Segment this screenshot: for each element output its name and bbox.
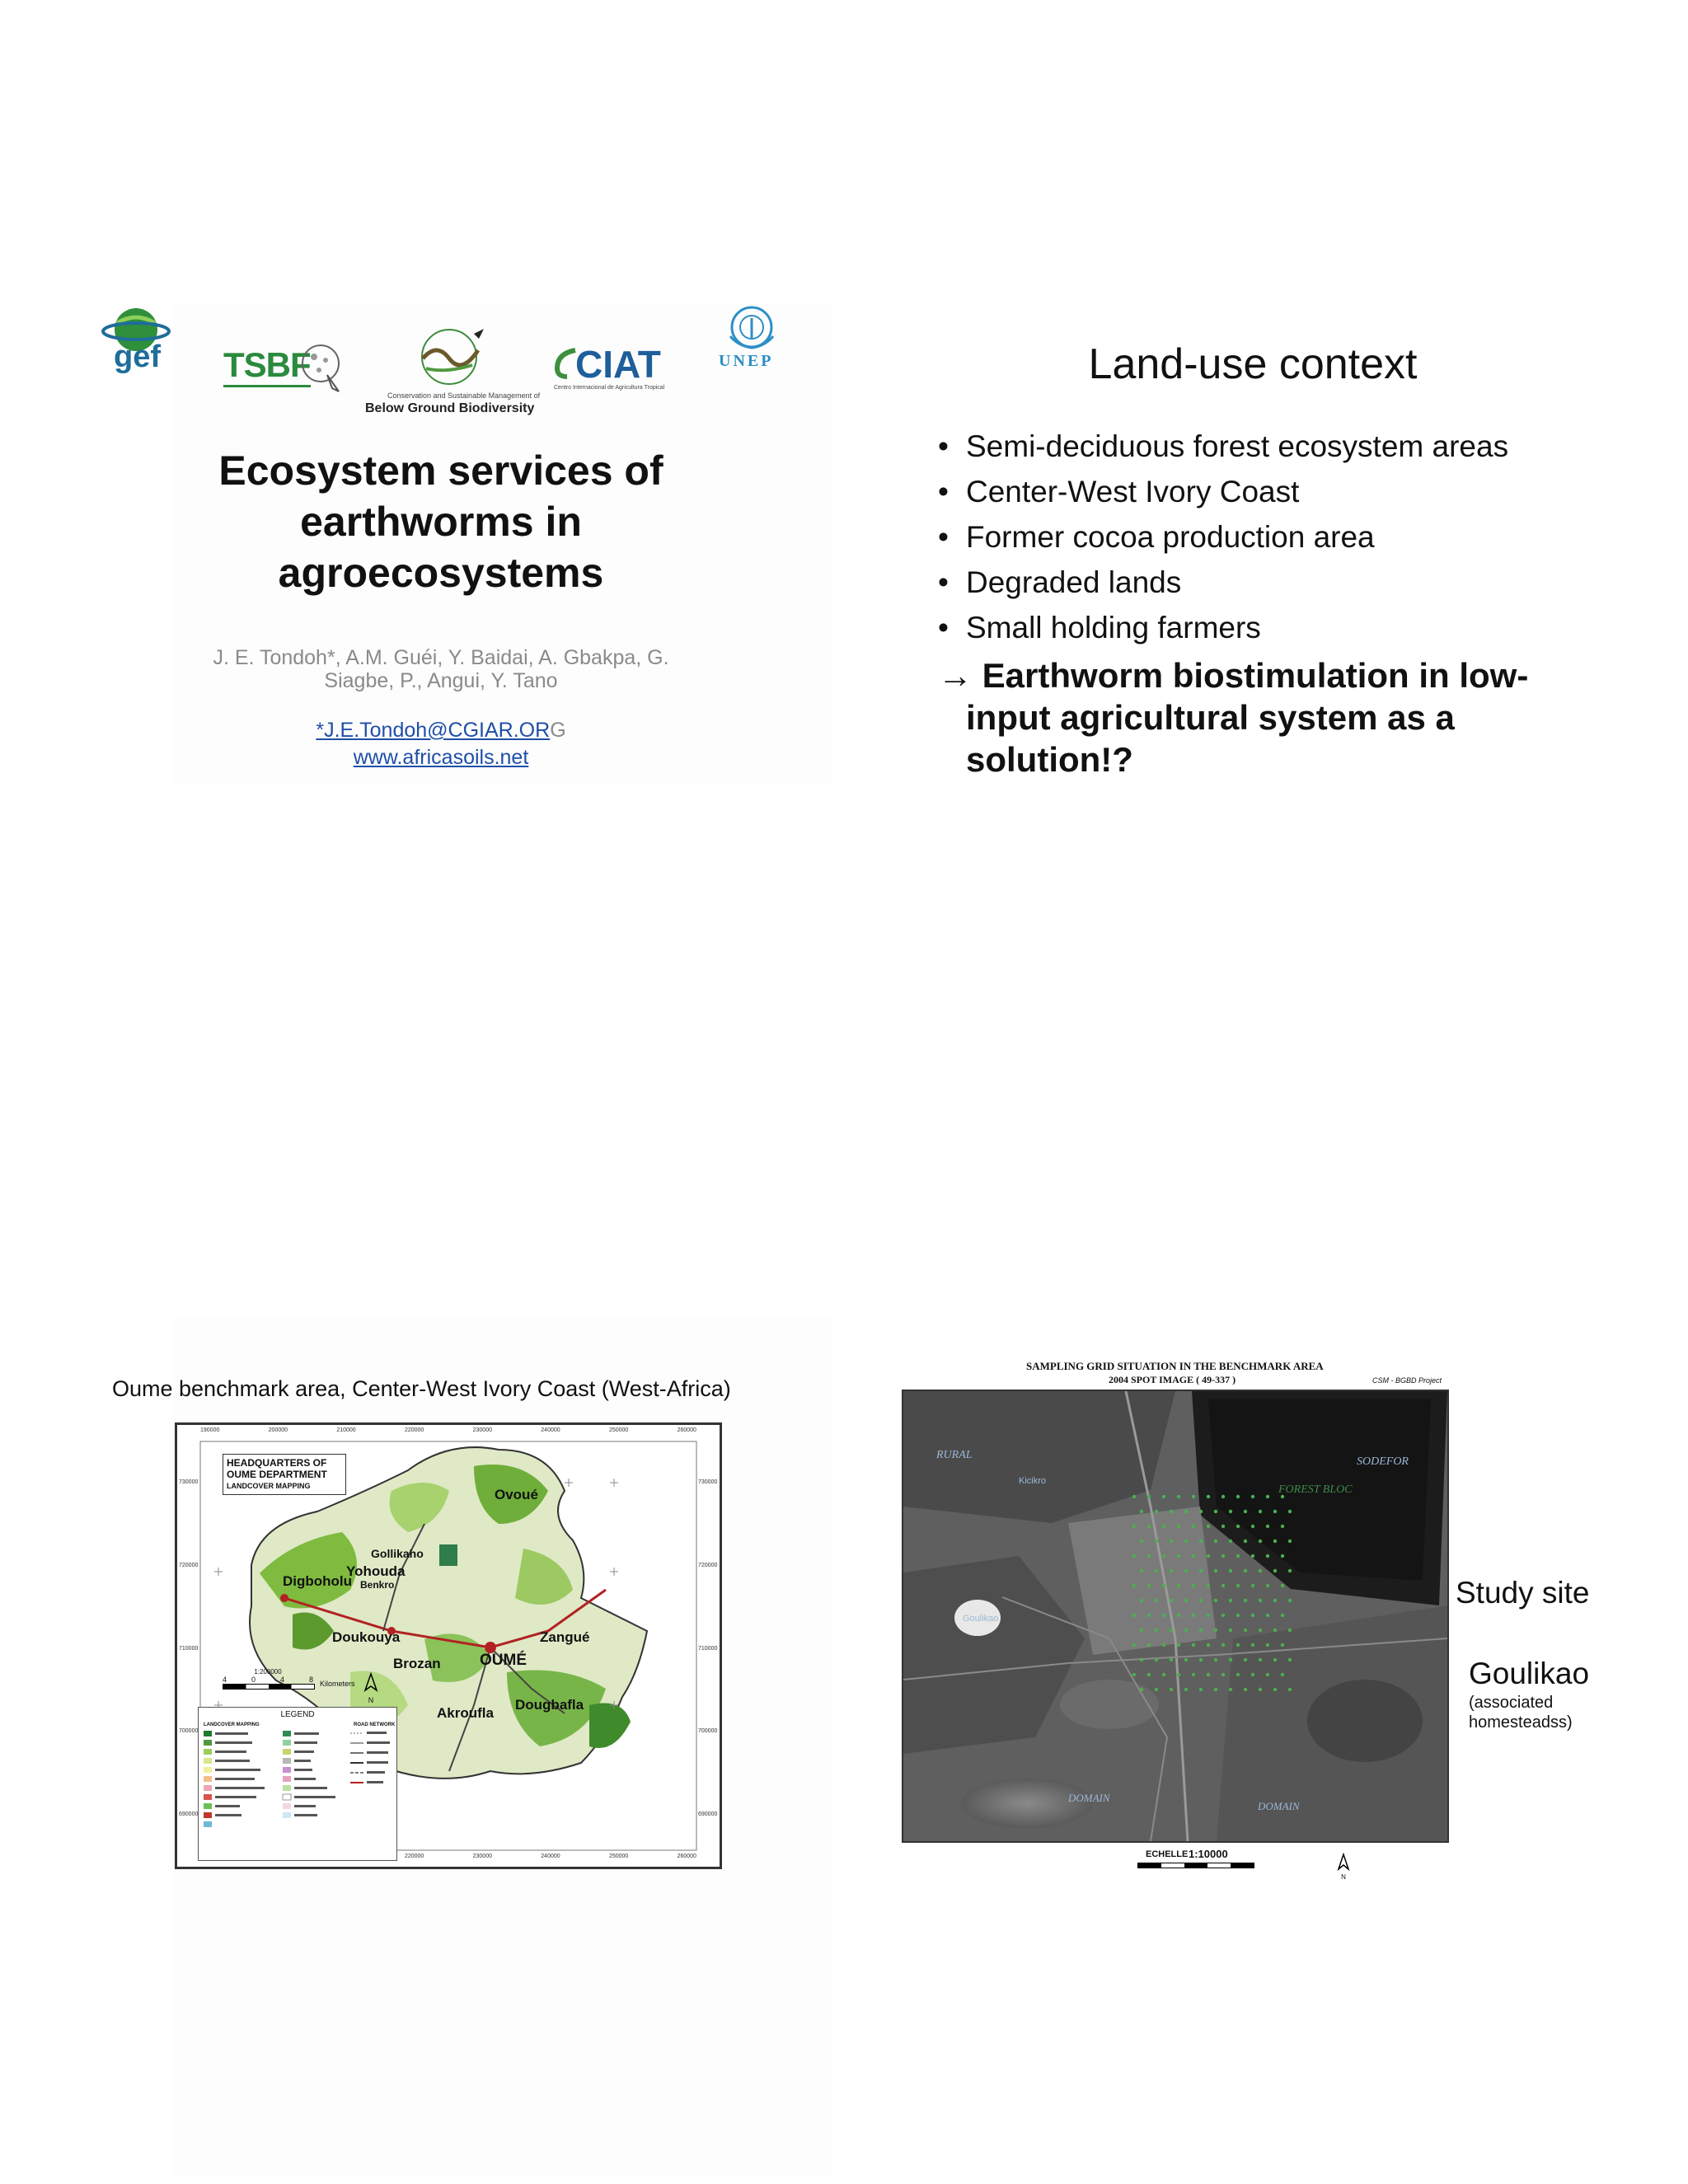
sampling-point: [1132, 1525, 1136, 1528]
sampling-point: [1162, 1643, 1165, 1647]
sampling-point: [1273, 1658, 1277, 1661]
sampling-point: [1288, 1569, 1292, 1572]
sat-scale-value: 1:10000: [1189, 1848, 1228, 1860]
sampling-point: [1281, 1673, 1284, 1676]
sampling-point: [1266, 1525, 1269, 1528]
sampling-point: [1140, 1540, 1143, 1543]
sampling-point: [1273, 1599, 1277, 1602]
sampling-point: [1229, 1629, 1232, 1632]
sampling-point: [1244, 1510, 1247, 1513]
sampling-point: [1229, 1569, 1232, 1572]
sampling-point: [1192, 1554, 1195, 1558]
place-yohouda: Yohouda: [346, 1563, 406, 1579]
sampling-point: [1132, 1643, 1136, 1647]
y-tick: 710000: [179, 1645, 199, 1652]
sampling-point: [1281, 1525, 1284, 1528]
ciat-logo: [554, 342, 665, 404]
sampling-point: [1170, 1510, 1173, 1513]
unep-logo: [715, 303, 788, 373]
sampling-point: [1177, 1614, 1180, 1617]
x-tick: 210000: [336, 1427, 356, 1433]
gef-logo-text: gef: [114, 340, 161, 374]
sampling-point: [1207, 1673, 1210, 1676]
sampling-point: [1244, 1629, 1247, 1632]
y-tick: 720000: [698, 1562, 718, 1568]
tsbf-logo: [218, 334, 342, 400]
sampling-point: [1251, 1554, 1254, 1558]
sampling-point: [1273, 1629, 1277, 1632]
scale-tick: 4: [223, 1675, 227, 1684]
sampling-point: [1259, 1629, 1262, 1632]
goulikao-label: Goulikao: [1469, 1657, 1590, 1690]
sampling-point: [1281, 1614, 1284, 1617]
scale-ratio: 1:200000: [254, 1668, 282, 1675]
presentation-title: [173, 445, 709, 598]
sampling-point: [1251, 1673, 1254, 1676]
earthworm-icon: [408, 326, 490, 391]
conclusion-line: input agricultural system as a: [966, 698, 1455, 737]
sampling-point: [1177, 1584, 1180, 1587]
sampling-point: [1132, 1495, 1136, 1498]
y-tick: 720000: [179, 1562, 199, 1568]
sampling-point: [1214, 1629, 1217, 1632]
contact: [173, 717, 709, 771]
sampling-point: [1162, 1673, 1165, 1676]
bullet-item: • Former cocoa production area: [938, 514, 1630, 560]
sampling-point: [1273, 1540, 1277, 1543]
scale-line: [223, 1684, 315, 1690]
sampling-point: [1281, 1643, 1284, 1647]
sampling-point: [1288, 1540, 1292, 1543]
tsbf-circle-icon: [299, 339, 349, 396]
x-tick: 250000: [608, 1854, 629, 1859]
sampling-point: [1281, 1554, 1284, 1558]
north-arrow-icon: [1336, 1853, 1351, 1871]
place-oume: OUMÉ: [480, 1652, 527, 1669]
legend-col2-title: ROAD NETWORK: [354, 1722, 396, 1727]
sampling-point: [1229, 1658, 1232, 1661]
unep-emblem-icon: [725, 303, 778, 351]
y-tick: 690000: [179, 1811, 199, 1817]
sampling-point: [1259, 1510, 1262, 1513]
sampling-point: [1236, 1643, 1240, 1647]
sampling-point: [1251, 1584, 1254, 1587]
bullet-item: • Small holding farmers: [938, 605, 1630, 650]
sampling-point: [1140, 1688, 1143, 1691]
label-rural: RURAL: [936, 1449, 973, 1461]
sampling-point: [1221, 1525, 1225, 1528]
map-caption: Oume benchmark area, Center-West Ivory Coast (West-Africa): [112, 1376, 731, 1401]
unep-logo-text: UNEP: [719, 352, 774, 370]
sampling-point: [1214, 1510, 1217, 1513]
sampling-point: [1273, 1569, 1277, 1572]
sat-header-right: CSM - BGBD Project: [1372, 1376, 1442, 1385]
title-line: agroecosystems: [278, 550, 604, 596]
y-tick: 690000: [698, 1811, 718, 1817]
sampling-point: [1214, 1569, 1217, 1572]
sampling-point: [1214, 1540, 1217, 1543]
x-tick: 260000: [677, 1854, 696, 1859]
slide2-title: Land-use context: [1088, 340, 1418, 388]
sampling-point: [1199, 1688, 1203, 1691]
place-gollikaho: Gollikaho: [371, 1547, 424, 1560]
sampling-point: [1155, 1629, 1158, 1632]
x-tick: 220000: [404, 1854, 424, 1859]
y-tick: 710000: [698, 1645, 718, 1652]
sampling-point: [1207, 1584, 1210, 1587]
legend-col1-title: LANDCOVER MAPPING: [204, 1722, 260, 1727]
sampling-point: [1273, 1688, 1277, 1691]
email-link[interactable]: *J.E.Tondoh@CGIAR.OR: [316, 719, 551, 742]
sampling-point: [1244, 1569, 1247, 1572]
sampling-point: [1259, 1599, 1262, 1602]
scale-tick: 0: [251, 1675, 256, 1684]
website-link[interactable]: www.africasoils.net: [353, 746, 529, 769]
sampling-point: [1147, 1614, 1151, 1617]
sampling-point: [1199, 1599, 1203, 1602]
sampling-point: [1251, 1614, 1254, 1617]
sampling-point: [1192, 1673, 1195, 1676]
sampling-point: [1132, 1584, 1136, 1587]
sampling-point: [1162, 1495, 1165, 1498]
x-tick: 240000: [541, 1854, 560, 1859]
bullet-list: [938, 424, 1630, 650]
sampling-point: [1162, 1554, 1165, 1558]
sampling-point: [1259, 1658, 1262, 1661]
map-title-line: HEADQUARTERS OF: [227, 1457, 327, 1469]
sampling-point: [1140, 1510, 1143, 1513]
map-title-box: [223, 1454, 346, 1495]
x-tick: 260000: [677, 1427, 696, 1433]
tsbf-logo-text: TSBF: [223, 345, 311, 387]
sampling-point: [1162, 1614, 1165, 1617]
landcover-map: [175, 1422, 722, 1869]
authors-line: Siagbe, P., Angui, Y. Tano: [324, 669, 558, 692]
place-benkro: Benkro: [360, 1579, 395, 1591]
y-tick: 700000: [698, 1728, 718, 1735]
sampling-point: [1155, 1510, 1158, 1513]
label-domain-1: DOMAIN: [1068, 1792, 1110, 1804]
sampling-point: [1221, 1495, 1225, 1498]
legend-swatches: [202, 1729, 393, 1853]
sampling-point: [1288, 1658, 1292, 1661]
sampling-point: [1170, 1540, 1173, 1543]
sampling-point: [1288, 1599, 1292, 1602]
place-doukouya: Doukouya: [332, 1629, 401, 1645]
sampling-point: [1207, 1525, 1210, 1528]
sampling-point: [1221, 1614, 1225, 1617]
place-akroufla: Akroufla: [437, 1705, 494, 1721]
sampling-point: [1259, 1688, 1262, 1691]
sampling-point: [1192, 1525, 1195, 1528]
sampling-point: [1214, 1688, 1217, 1691]
sampling-point: [1236, 1525, 1240, 1528]
sampling-point: [1199, 1658, 1203, 1661]
x-tick: 230000: [472, 1427, 492, 1433]
study-site-label: Study site: [1456, 1576, 1590, 1610]
label-kicikro: Kicikro: [1019, 1476, 1047, 1486]
sampling-point: [1184, 1599, 1188, 1602]
sat-header-line1: SAMPLING GRID SITUATION IN THE BENCHMARK AREA: [1026, 1360, 1324, 1372]
sampling-point: [1214, 1599, 1217, 1602]
sampling-point: [1266, 1495, 1269, 1498]
associated-line: (associated: [1469, 1694, 1554, 1712]
map-legend: [198, 1707, 397, 1861]
sampling-point: [1147, 1525, 1151, 1528]
sampling-point: [1221, 1554, 1225, 1558]
map-title-line: OUME DEPARTMENT: [227, 1469, 327, 1480]
label-goulikao: Goulikao: [963, 1614, 999, 1624]
north-arrow-icon: [363, 1672, 379, 1692]
sampling-point: [1229, 1510, 1232, 1513]
x-tick: 190000: [200, 1427, 220, 1433]
sampling-point: [1266, 1614, 1269, 1617]
sampling-point: [1251, 1525, 1254, 1528]
sampling-point: [1259, 1569, 1262, 1572]
sampling-point: [1251, 1495, 1254, 1498]
sampling-point: [1170, 1599, 1173, 1602]
conclusion-line: → Earthworm biostimulation in low-: [938, 656, 1529, 695]
sampling-point: [1281, 1584, 1284, 1587]
sampling-point: [1170, 1688, 1173, 1691]
x-tick: 230000: [472, 1854, 492, 1859]
sampling-point: [1147, 1643, 1151, 1647]
sampling-point: [1184, 1688, 1188, 1691]
sampling-point: [1244, 1658, 1247, 1661]
north-arrow: [363, 1672, 379, 1704]
map-title-line: LANDCOVER MAPPING: [227, 1482, 311, 1490]
sampling-point: [1170, 1658, 1173, 1661]
bgbd-subtitle: Conservation and Sustainable Management of: [387, 391, 541, 400]
sampling-point: [1170, 1569, 1173, 1572]
sampling-point: [1184, 1510, 1188, 1513]
sampling-point: [1132, 1554, 1136, 1558]
ciat-logo-text: CIAT: [575, 343, 661, 386]
satellite-image-panel: [898, 1360, 1451, 1884]
sampling-point: [1207, 1554, 1210, 1558]
sat-scale-label: ECHELLE: [1146, 1849, 1189, 1859]
sampling-point: [1244, 1540, 1247, 1543]
y-tick: 730000: [698, 1479, 718, 1485]
conclusion: [938, 654, 1647, 780]
sampling-point: [1221, 1584, 1225, 1587]
place-zangue: Zangué: [540, 1629, 590, 1645]
x-axis-top: [200, 1427, 696, 1433]
bullet-item: • Degraded lands: [938, 560, 1630, 605]
sampling-point: [1177, 1673, 1180, 1676]
place-dougbafla: Dougbafla: [515, 1697, 584, 1713]
sat-scale-bar: [1137, 1863, 1254, 1868]
sampling-point: [1199, 1510, 1203, 1513]
sampling-point: [1177, 1495, 1180, 1498]
scale-tick: 8: [308, 1675, 313, 1684]
sampling-point: [1147, 1584, 1151, 1587]
label-sodefor: SODEFOR: [1357, 1455, 1409, 1468]
sampling-point: [1214, 1658, 1217, 1661]
north-label: N: [368, 1696, 374, 1704]
sampling-point: [1288, 1510, 1292, 1513]
email-suffix: G: [550, 719, 566, 742]
place-brozan: Brozan: [393, 1656, 441, 1671]
sampling-point: [1155, 1569, 1158, 1572]
bullet-item: • Center-West Ivory Coast: [938, 469, 1630, 514]
sampling-point: [1207, 1495, 1210, 1498]
title-line: earthworms in: [300, 499, 582, 545]
sampling-point: [1259, 1540, 1262, 1543]
sampling-point: [1155, 1658, 1158, 1661]
sampling-point: [1251, 1643, 1254, 1647]
sampling-point: [1229, 1599, 1232, 1602]
sampling-point: [1244, 1599, 1247, 1602]
sampling-point: [1147, 1554, 1151, 1558]
scale-tick: 4: [279, 1675, 284, 1684]
gef-logo: [99, 305, 173, 379]
associated-line: homesteadss): [1469, 1713, 1573, 1732]
scale-ticks: [223, 1675, 313, 1684]
sat-north-label: N: [1341, 1873, 1346, 1881]
label-forest-bloc: FOREST BLOC: [1278, 1483, 1353, 1496]
sampling-point: [1184, 1629, 1188, 1632]
sampling-point: [1266, 1554, 1269, 1558]
sampling-point: [1199, 1569, 1203, 1572]
sampling-point: [1177, 1525, 1180, 1528]
sampling-point: [1155, 1540, 1158, 1543]
sampling-point: [1184, 1569, 1188, 1572]
bgbd-logo: [363, 326, 541, 420]
legend-title: LEGEND: [280, 1710, 315, 1719]
bgbd-title: Below Ground Biodiversity: [365, 401, 535, 415]
sampling-point: [1155, 1688, 1158, 1691]
x-tick: 200000: [268, 1427, 288, 1433]
sampling-point: [1140, 1599, 1143, 1602]
sampling-point: [1266, 1584, 1269, 1587]
scale-bar: [223, 1668, 367, 1690]
sampling-point: [1140, 1629, 1143, 1632]
y-tick: 700000: [179, 1728, 199, 1735]
sampling-point: [1177, 1643, 1180, 1647]
bullet-item: • Semi-deciduous forest ecosystem areas: [938, 424, 1630, 469]
sampling-point: [1192, 1584, 1195, 1587]
sampling-point: [1140, 1569, 1143, 1572]
authors-line: J. E. Tondoh*, A.M. Guéi, Y. Baidai, A. Gbakpa, G.: [213, 646, 669, 669]
sampling-point: [1207, 1614, 1210, 1617]
associated-homesteads: [1469, 1693, 1573, 1732]
sampling-point: [1177, 1554, 1180, 1558]
authors: [165, 646, 717, 692]
sampling-point: [1221, 1643, 1225, 1647]
sampling-point: [1162, 1525, 1165, 1528]
sampling-point: [1236, 1554, 1240, 1558]
sampling-point: [1184, 1658, 1188, 1661]
sampling-point: [1155, 1599, 1158, 1602]
sampling-point: [1236, 1614, 1240, 1617]
y-axis-right: [698, 1479, 717, 1817]
x-tick: 250000: [608, 1427, 629, 1433]
sampling-point: [1147, 1673, 1151, 1676]
sampling-point: [1140, 1658, 1143, 1661]
sampling-point: [1244, 1688, 1247, 1691]
sampling-point: [1266, 1643, 1269, 1647]
label-domain-2: DOMAIN: [1258, 1800, 1300, 1812]
sampling-point: [1192, 1495, 1195, 1498]
place-digboholu: Digboholu: [283, 1573, 353, 1589]
sampling-point: [1229, 1540, 1232, 1543]
place-ovoue: Ovoué: [495, 1487, 538, 1502]
sampling-point: [1236, 1673, 1240, 1676]
conclusion-line: solution!?: [966, 740, 1133, 779]
sat-header-line2: 2004 SPOT IMAGE ( 49-337 ): [1109, 1374, 1236, 1385]
sampling-point: [1132, 1673, 1136, 1676]
sampling-point: [1132, 1614, 1136, 1617]
sampling-point: [1236, 1495, 1240, 1498]
x-tick: 240000: [541, 1427, 560, 1433]
ciat-subtitle: Centro Internacional de Agricultura Tropical: [554, 385, 665, 391]
sampling-point: [1273, 1510, 1277, 1513]
satellite-image: [902, 1390, 1449, 1843]
sampling-point: [1288, 1629, 1292, 1632]
sampling-point: [1170, 1629, 1173, 1632]
x-tick: 220000: [404, 1427, 424, 1433]
sampling-point: [1147, 1495, 1151, 1498]
title-line: Ecosystem services of: [218, 448, 663, 494]
sampling-point: [1199, 1540, 1203, 1543]
sat-north-arrow: [1335, 1853, 1352, 1881]
sampling-point: [1162, 1584, 1165, 1587]
y-tick: 730000: [179, 1479, 199, 1485]
sampling-point: [1221, 1673, 1225, 1676]
sampling-point: [1207, 1643, 1210, 1647]
sampling-point: [1266, 1673, 1269, 1676]
email-row: [173, 717, 709, 744]
y-axis-left: [179, 1479, 198, 1817]
sampling-point: [1199, 1629, 1203, 1632]
sampling-point: [1288, 1688, 1292, 1691]
sampling-point: [1229, 1688, 1232, 1691]
sampling-point: [1184, 1540, 1188, 1543]
sampling-point: [1192, 1614, 1195, 1617]
sampling-point: [1192, 1643, 1195, 1647]
sampling-point: [1236, 1584, 1240, 1587]
scale-unit: Kilometers: [320, 1680, 355, 1688]
